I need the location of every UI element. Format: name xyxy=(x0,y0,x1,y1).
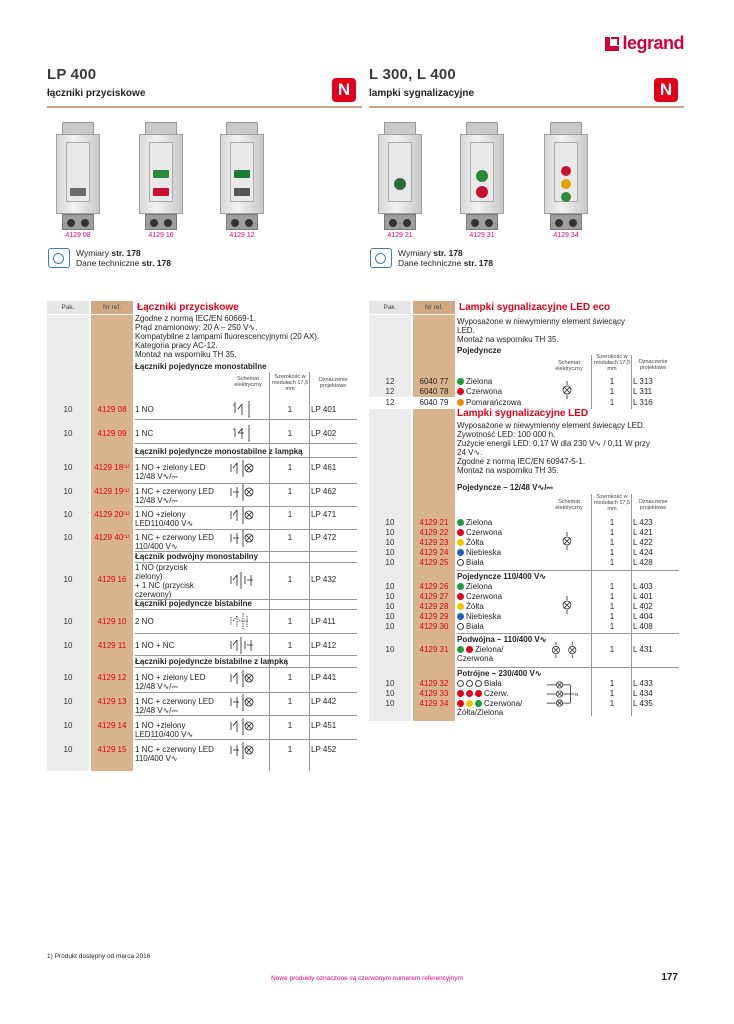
module-width: 1 xyxy=(609,582,615,591)
row-desc: 1 NC + czerwony LED xyxy=(135,697,214,706)
product-image xyxy=(452,122,512,239)
group-title: Pojedyncze xyxy=(457,346,502,355)
right-subtitle: lampki sygnalizacyjne xyxy=(369,88,475,99)
dims-label: Wymiary xyxy=(398,248,434,258)
nc-contact-lamp-symbol-icon xyxy=(227,529,267,547)
designation: LP 442 xyxy=(311,697,337,706)
ref-number: 4129 26 xyxy=(419,582,449,591)
new-badge: N xyxy=(654,78,678,102)
nc-contact-lamp-symbol-icon xyxy=(227,483,267,501)
designation: LP 401 xyxy=(311,405,337,414)
color-label: Biała xyxy=(484,679,502,688)
pak-value: 10 xyxy=(385,622,395,631)
designation: L 434 xyxy=(633,689,653,698)
intro-line: LED. xyxy=(457,326,475,335)
color-label: Biała xyxy=(466,558,484,567)
white-dot-icon xyxy=(457,680,464,687)
intro-line: Montaż na wsporniku TH 35. xyxy=(135,350,237,359)
color-label: Czerwona xyxy=(457,654,494,663)
pak-value: 10 xyxy=(63,405,73,414)
designation: L 428 xyxy=(633,558,653,567)
row-desc: 1 NC + czerwony LED xyxy=(135,487,214,496)
triple-lamp-symbol-icon xyxy=(545,679,585,709)
row-desc: 1 NC xyxy=(135,429,154,438)
footer-note: Nowe produkty oznaczone są czerwonym numerem referencyjnym xyxy=(271,975,463,982)
color-label: Czerwona xyxy=(466,387,503,396)
module-width: 1 xyxy=(609,645,615,654)
designation: LP 402 xyxy=(311,429,337,438)
pak-value: 12 xyxy=(385,377,395,386)
color-label: Zielona/ xyxy=(475,645,504,654)
section-title: Lampki sygnalizacyjne LED eco xyxy=(459,302,611,313)
ref-number: 4129 34 xyxy=(419,699,449,708)
intro-line: Montaż na wsporniku TH 35. xyxy=(457,466,559,475)
ref-number: 4129 32 xyxy=(419,679,449,688)
green-dot-icon xyxy=(457,583,464,590)
ref-number: 4129 19⁽¹⁾ xyxy=(94,487,130,496)
pak-value: 10 xyxy=(385,679,395,688)
row-desc: 110/400 V∿ xyxy=(135,542,178,551)
module-width: 1 xyxy=(609,538,615,547)
module-width: 1 xyxy=(287,575,293,584)
indicator-lamp-image xyxy=(460,122,504,230)
row-desc: 1 NC + czerwony LED xyxy=(135,533,214,542)
pak-value: 10 xyxy=(63,575,73,584)
row-desc: LED110/400 V∿ xyxy=(135,519,194,528)
ref-number: 4129 33 xyxy=(419,689,449,698)
row-desc: 1 NO + zielony LED xyxy=(135,463,206,472)
module-width: 1 xyxy=(287,510,293,519)
col-header-schemat: Schemat elektryczny xyxy=(555,499,583,511)
double-lamp-symbol-icon xyxy=(545,641,585,659)
product-ref-label: 4129 16 xyxy=(148,232,174,239)
pak-value: 10 xyxy=(63,617,73,626)
row-desc: zielony) xyxy=(135,572,163,581)
pak-value: 10 xyxy=(63,463,73,472)
row-desc: LED110/400 V∿ xyxy=(135,730,194,739)
designation: LP 452 xyxy=(311,745,337,754)
green-dot-icon xyxy=(457,519,464,526)
designation: L 313 xyxy=(633,377,653,386)
pak-value: 10 xyxy=(385,548,395,557)
intro-text xyxy=(135,314,319,359)
row-desc: 1 NO xyxy=(135,405,154,414)
module-width: 1 xyxy=(609,689,615,698)
pak-value: 10 xyxy=(385,689,395,698)
ref-number: 4129 20⁽¹⁾ xyxy=(94,510,130,519)
dimensions-icon xyxy=(48,248,70,268)
pak-value: 10 xyxy=(63,510,73,519)
legrand-mark-icon xyxy=(605,37,620,51)
module-width: 1 xyxy=(287,429,293,438)
red-dot-icon xyxy=(457,700,464,707)
white-dot-icon xyxy=(475,680,482,687)
intro-text xyxy=(457,421,650,475)
color-label: Żółta xyxy=(466,538,484,547)
yellow-dot-icon xyxy=(466,700,473,707)
row-desc: 1 NC + czerwony LED xyxy=(135,745,214,754)
right-section-header xyxy=(369,64,684,108)
product-image xyxy=(212,122,272,239)
designation: L 421 xyxy=(633,528,653,537)
nc-contact-lamp-symbol-icon xyxy=(227,693,267,711)
group-title: Łączniki pojedyncze bistabilne xyxy=(135,599,252,608)
row-desc: + 1 NC (przycisk xyxy=(135,581,194,590)
pak-value: 10 xyxy=(63,745,73,754)
color-label: Niebieska xyxy=(466,612,502,621)
indicator-lamp-image xyxy=(378,122,422,230)
intro-line: Wyposażone w niewymienny element świecący xyxy=(457,317,625,326)
no-contact-lamp-symbol-icon xyxy=(227,506,267,524)
designation: LP 441 xyxy=(311,673,337,682)
product-ref-label: 4129 08 xyxy=(65,232,91,239)
ref-number: 4129 15 xyxy=(97,745,127,754)
bistable-contact-symbol-icon xyxy=(227,612,267,630)
designation: LP 451 xyxy=(311,721,337,730)
pak-value: 10 xyxy=(385,592,395,601)
col-header-nr: Nr ref. xyxy=(413,301,455,314)
intro-line: Wyposażone w niewymienny element świecący LED. xyxy=(457,421,646,430)
ref-number: 6040 79 xyxy=(419,398,449,407)
pak-value: 10 xyxy=(385,518,395,527)
green-dot-icon xyxy=(475,700,482,707)
no-contact-lamp-symbol-icon xyxy=(227,717,267,735)
intro-line: Żywotność LED: 100 000 h. xyxy=(457,430,556,439)
dims-label: Wymiary xyxy=(76,248,112,258)
row-desc: 2 NO xyxy=(135,617,154,626)
pak-value: 10 xyxy=(385,582,395,591)
red-dot-icon xyxy=(457,388,464,395)
module-width: 1 xyxy=(609,699,615,708)
group-title: Łącznik podwójny monostabilny xyxy=(135,552,259,561)
green-dot-icon xyxy=(457,646,464,653)
no-contact-lamp-symbol-icon xyxy=(227,459,267,477)
color-label: Zielona xyxy=(466,582,493,591)
ref-number: 4129 28 xyxy=(419,602,449,611)
ref-number: 4129 18⁽¹⁾ xyxy=(94,463,130,472)
group-title: Podwójna – 110/400 V∿ xyxy=(457,635,547,644)
pak-value: 10 xyxy=(63,641,73,650)
color-label: Czerw. xyxy=(484,689,509,698)
dims-page-link[interactable]: str. 178 xyxy=(433,248,463,258)
color-label: Czerwona xyxy=(466,528,503,537)
module-width: 1 xyxy=(609,612,615,621)
designation: LP 471 xyxy=(311,510,337,519)
product-ref-label: 4129 21 xyxy=(387,232,413,239)
intro-line: Zgodne z normą IEC/EN 60947-5-1. xyxy=(457,457,586,466)
intro-text xyxy=(457,317,625,344)
module-width: 1 xyxy=(609,602,615,611)
col-header-width: Szerokość w modułach 17,5 mm xyxy=(593,494,631,512)
module-width: 1 xyxy=(609,622,615,631)
pak-value: 10 xyxy=(63,721,73,730)
module-width: 1 xyxy=(287,463,293,472)
product-image xyxy=(370,122,430,239)
page-number: 177 xyxy=(661,972,678,983)
left-subtitle: łączniki przyciskowe xyxy=(47,88,146,99)
table-header xyxy=(47,301,357,314)
designation: LP 432 xyxy=(311,575,337,584)
orange-dot-icon xyxy=(457,399,464,406)
product-ref-label: 4129 31 xyxy=(469,232,495,239)
pak-value: 10 xyxy=(63,429,73,438)
col-header-pak: Pak. xyxy=(369,301,411,314)
green-dot-icon xyxy=(457,378,464,385)
white-dot-icon xyxy=(457,623,464,630)
red-dot-icon xyxy=(466,690,473,697)
pak-value: 10 xyxy=(385,528,395,537)
row-desc: 12/48 V∿/⎓ xyxy=(135,472,178,481)
color-label: Pomarańczowa xyxy=(466,398,522,407)
pak-value: 10 xyxy=(385,645,395,654)
ref-number: 4129 13 xyxy=(97,697,127,706)
left-section-header xyxy=(47,64,362,108)
product-ref-label: 4129 12 xyxy=(229,232,255,239)
ref-number: 4129 27 xyxy=(419,592,449,601)
double-contact-symbol-icon xyxy=(227,571,267,589)
red-dot-icon xyxy=(457,529,464,536)
color-label: Żółta/Zielona xyxy=(457,708,504,717)
pak-value: 12 xyxy=(385,398,395,407)
blue-dot-icon xyxy=(457,613,464,620)
row-desc: 12/48 V∿/⎓ xyxy=(135,496,178,505)
yellow-dot-icon xyxy=(457,539,464,546)
bistable-nc-symbol-icon xyxy=(227,636,267,654)
lamp-symbol-icon xyxy=(551,596,591,614)
module-width: 1 xyxy=(287,405,293,414)
designation: L 433 xyxy=(633,679,653,688)
row-desc: 110/400 V∿ xyxy=(135,754,178,763)
col-header-designation: Oznaczenie projektowe xyxy=(638,359,668,371)
pak-value: 10 xyxy=(385,538,395,547)
left-product-table xyxy=(47,301,357,771)
color-label: Zielona xyxy=(466,377,493,386)
designation: L 402 xyxy=(633,602,653,611)
designation: L 424 xyxy=(633,548,653,557)
pak-value: 10 xyxy=(63,487,73,496)
product-image xyxy=(536,122,596,239)
ref-number: 4129 08 xyxy=(97,405,127,414)
module-width: 1 xyxy=(609,679,615,688)
intro-line: Zużycie energii LED: 0,17 W dla 230 V∿ / 0,11 W przy xyxy=(457,439,650,448)
ref-number: 4129 12 xyxy=(97,673,127,682)
intro-line: Prąd znamionowy: 20 A – 250 V∿. xyxy=(135,323,258,332)
push-button-device-image xyxy=(56,122,100,230)
ref-number: 4129 21 xyxy=(419,518,449,527)
intro-line: Zgodne z normą IEC/EN 60669-1. xyxy=(135,314,256,323)
group-title: Potrójne – 230/400 V∿ xyxy=(457,669,542,678)
designation: L 435 xyxy=(633,699,653,708)
legrand-logo xyxy=(605,33,684,54)
module-width: 1 xyxy=(609,518,615,527)
tech-data-label: Dane techniczne xyxy=(76,258,142,268)
no-contact-lamp-symbol-icon xyxy=(227,669,267,687)
table-header xyxy=(369,301,679,314)
designation: LP 462 xyxy=(311,487,337,496)
group-title: Pojedyncze – 12/48 V∿/⎓ xyxy=(457,483,553,492)
push-button-device-image xyxy=(139,122,183,230)
row-desc: 12/48 V∿/⎓ xyxy=(135,706,178,715)
color-label: Czerwona xyxy=(466,592,503,601)
col-header-designation: Oznaczenie projektowe xyxy=(638,499,668,511)
col-header-pak: Pak. xyxy=(47,301,89,314)
yellow-dot-icon xyxy=(457,603,464,610)
intro-line: Kompatybilne z lampami fluorescencyjnymi (20 AX). xyxy=(135,332,320,341)
ref-number: 4129 40⁽¹⁾ xyxy=(94,533,130,542)
ref-number: 4129 09 xyxy=(97,429,127,438)
row-desc: 1 NO +zielony xyxy=(135,510,186,519)
right-title: L 300, L 400 xyxy=(369,66,456,83)
col-header-schemat: Schemat elektryczny xyxy=(555,360,583,372)
ref-number: 4129 25 xyxy=(419,558,449,567)
designation: L 423 xyxy=(633,518,653,527)
col-header-width: Szerokość w modułach 17,5 mm xyxy=(593,354,631,372)
right-product-table xyxy=(369,301,679,721)
ref-number: 4129 30 xyxy=(419,622,449,631)
pak-value: 10 xyxy=(63,533,73,542)
group-title: Łączniki pojedyncze monostabilne xyxy=(135,362,267,371)
col-header-designation: Oznaczenie projektowe xyxy=(318,377,348,389)
designation: L 403 xyxy=(633,582,653,591)
nc-contact-lamp-symbol-icon xyxy=(227,741,267,759)
group-title: Łączniki pojedyncze monostabilne z lampką xyxy=(135,447,303,456)
designation: LP 472 xyxy=(311,533,337,542)
module-width: 1 xyxy=(287,673,293,682)
nc-contact-symbol-icon xyxy=(227,424,267,442)
no-contact-symbol-icon xyxy=(227,400,267,418)
red-dot-icon xyxy=(475,690,482,697)
tech-data-page-link[interactable]: str. 178 xyxy=(463,258,493,268)
ref-number: 4129 16 xyxy=(97,575,127,584)
group-title: Pojedyncze 110/400 V∿ xyxy=(457,572,546,581)
row-desc: 1 NO (przycisk xyxy=(135,563,188,572)
pak-value: 10 xyxy=(385,602,395,611)
module-width: 1 xyxy=(287,617,293,626)
product-image xyxy=(131,122,191,239)
intro-line: Montaż na wsporniku TH 35. xyxy=(457,335,559,344)
row-desc: czerwony) xyxy=(135,590,172,599)
group-title: Łączniki pojedyncze bistabilne z lampką xyxy=(135,657,288,666)
module-width: 1 xyxy=(609,387,615,396)
color-label: Zielona xyxy=(466,518,493,527)
pak-value: 12 xyxy=(385,387,395,396)
indicator-lamp-image xyxy=(544,122,588,230)
ref-number: 4129 10 xyxy=(97,617,127,626)
red-dot-icon xyxy=(457,593,464,600)
row-desc: 12/48 V∿/⎓ xyxy=(135,682,178,691)
lamp-symbol-icon xyxy=(551,381,591,399)
footnote: 1) Produkt dostępny od marca 2016 xyxy=(47,953,151,960)
intro-line: Kategoria pracy AC-12. xyxy=(135,341,218,350)
dims-page-link[interactable]: str. 178 xyxy=(111,248,141,258)
designation: L 422 xyxy=(633,538,653,547)
color-label: Czerwona/ xyxy=(484,699,523,708)
tech-data-page-link[interactable]: str. 178 xyxy=(141,258,171,268)
dimensions-note xyxy=(370,248,493,268)
dimensions-note xyxy=(48,248,171,268)
product-image xyxy=(48,122,108,239)
pak-value: 10 xyxy=(385,558,395,567)
blue-dot-icon xyxy=(457,549,464,556)
module-width: 1 xyxy=(287,745,293,754)
pak-value: 10 xyxy=(385,612,395,621)
ref-number: 4129 24 xyxy=(419,548,449,557)
ref-number: 4129 29 xyxy=(419,612,449,621)
dimensions-icon xyxy=(370,248,392,268)
module-width: 1 xyxy=(287,533,293,542)
red-dot-icon xyxy=(466,646,473,653)
ref-number: 6040 78 xyxy=(419,387,449,396)
ref-number: 4129 14 xyxy=(97,721,127,730)
designation: L 404 xyxy=(633,612,653,621)
module-width: 1 xyxy=(609,398,615,407)
ref-number: 4129 31 xyxy=(419,645,449,654)
pak-value: 10 xyxy=(63,673,73,682)
module-width: 1 xyxy=(609,548,615,557)
module-width: 1 xyxy=(287,697,293,706)
color-label: Żółta xyxy=(466,602,484,611)
section-title: Łączniki przyciskowe xyxy=(137,302,239,313)
module-width: 1 xyxy=(609,528,615,537)
designation: L 316 xyxy=(633,398,653,407)
lamp-symbol-icon xyxy=(551,532,591,550)
ref-number: 6040 77 xyxy=(419,377,449,386)
ref-number: 4129 23 xyxy=(419,538,449,547)
row-desc: 1 NO +zielony xyxy=(135,721,186,730)
col-header-nr: Nr ref. xyxy=(91,301,133,314)
neutral-label: N xyxy=(575,691,579,697)
pak-value: 10 xyxy=(63,697,73,706)
module-width: 1 xyxy=(609,377,615,386)
col-header-width: Szerokość w modułach 17,5 mm xyxy=(271,374,309,392)
red-dot-icon xyxy=(457,690,464,697)
module-width: 1 xyxy=(609,558,615,567)
push-button-device-image xyxy=(220,122,264,230)
module-width: 1 xyxy=(609,592,615,601)
ref-number: 4129 22 xyxy=(419,528,449,537)
color-label: Biała xyxy=(466,622,484,631)
col-header-schemat: Schemat elektryczny xyxy=(234,376,262,388)
tech-data-label: Dane techniczne xyxy=(398,258,464,268)
module-width: 1 xyxy=(287,721,293,730)
left-title: LP 400 xyxy=(47,66,97,83)
white-dot-icon xyxy=(466,680,473,687)
module-width: 1 xyxy=(287,641,293,650)
section-title: Lampki sygnalizacyjne LED xyxy=(457,408,589,419)
product-ref-label: 4129 34 xyxy=(553,232,579,239)
row-desc: 1 NO + NC xyxy=(135,641,175,650)
module-width: 1 xyxy=(287,487,293,496)
intro-line: 24 V∿. xyxy=(457,448,483,457)
brand-name: legrand xyxy=(622,33,684,53)
color-label: Niebieska xyxy=(466,548,502,557)
ref-number: 4129 11 xyxy=(97,641,127,650)
designation: LP 461 xyxy=(311,463,337,472)
pak-value: 10 xyxy=(385,699,395,708)
new-badge: N xyxy=(332,78,356,102)
designation: LP 412 xyxy=(311,641,337,650)
designation: L 431 xyxy=(633,645,653,654)
designation: LP 411 xyxy=(311,617,336,626)
designation: L 311 xyxy=(633,387,653,396)
designation: L 401 xyxy=(633,592,653,601)
white-dot-icon xyxy=(457,559,464,566)
designation: L 408 xyxy=(633,622,653,631)
row-desc: 1 NO + zielony LED xyxy=(135,673,206,682)
